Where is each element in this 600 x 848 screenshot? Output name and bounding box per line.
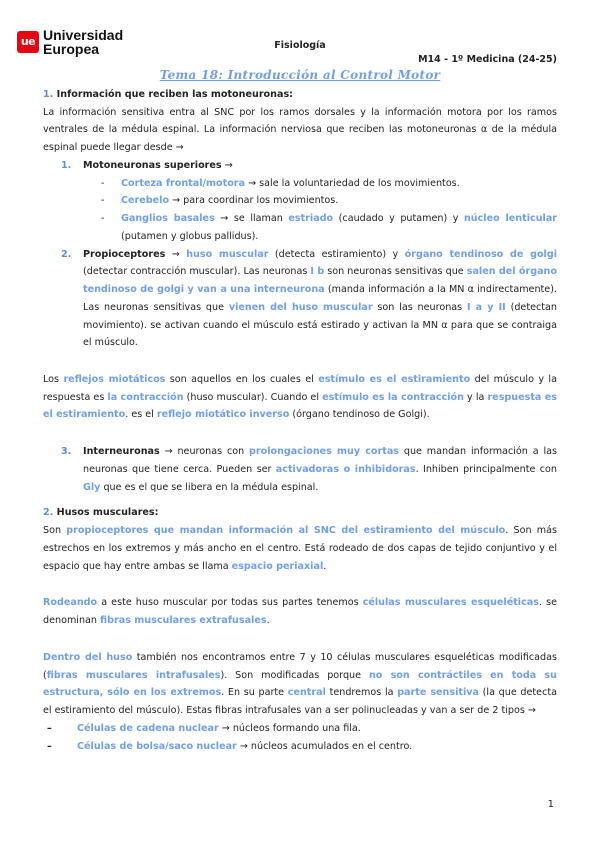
- reflex-paragraph: Los reflejos miotáticos son aquellos en los cuales el estímulo es el estiramiento del músculo y la respuesta es la contracción (huso muscular). Cuando el estímulo es la contracción y la respuesta es el estiramiento. es el reflejo miotático inverso (órgano tendinoso de Golgi).: [43, 374, 557, 421]
- sub-item-corteza: - Corteza frontal/motora → sale la voluntariedad de los movimientos.: [101, 177, 460, 189]
- dash-item-bolsa: – Células de bolsa/saco nuclear → núcleos acumulados en el centro.: [47, 740, 413, 752]
- section-1-intro: La información sensitiva entra al SNC por los ramos dorsales y la información motora por los ramos ventrales de la médula espinal. La información nerviosa que reciben las motoneuronas α de la médula espinal puede llegar desde →: [43, 106, 557, 154]
- list-item-interneuronas: 3. Interneuronas → neuronas con prolongaciones muy cortas que mandan información a las neuronas que tiene cerca. Pueden ser activadoras o inhibidoras. Inhiben principalmente con Gly que es el que se libera en la médula espinal.: [61, 446, 557, 493]
- logo-line-1: Universidad: [43, 27, 124, 43]
- document-body: [43, 86, 557, 755]
- course-header: M14 - 1º Medicina (24-25): [418, 54, 557, 65]
- section-2-heading: 2. Husos musculares:: [43, 507, 159, 519]
- logo-mark: ue: [17, 31, 39, 53]
- sub-item-ganglios: - Ganglios basales → se llaman estriado (caudado y putamen) y núcleo lenticular (putamen y globus pallidus).: [101, 213, 558, 242]
- document-title: Tema 18: Introducción al Control Motor: [159, 68, 441, 82]
- section-2-paragraph-2: Rodeando a este huso muscular por todas sus partes tenemos células musculares esqueléticas. se denominan fibras musculares extrafusales.: [43, 597, 557, 627]
- subject-header: Fisiología: [274, 40, 326, 51]
- page-number: 1: [547, 799, 554, 810]
- dash-item-cadena: – Células de cadena nuclear → núcleos formando una fila.: [47, 722, 361, 734]
- section-1-heading: 1. Información que reciben las motoneuronas:: [43, 89, 293, 100]
- section-2-paragraph-1: Son propioceptores que mandan información al SNC del estiramiento del músculo. Son más estrechos en los extremos y más ancho en el centro. Está rodeado de dos capas de tejido conjuntivo y el espacio que hay entre ambas se llama espacio periaxial.: [43, 525, 558, 572]
- section-2-paragraph-3: Dentro del huso también nos encontramos entre 7 y 10 células musculares esqueléticas modificadas (fibras musculares intrafusales). Son modificadas porque no son contráctiles en toda su estructura, sólo en los extremos. En su parte central tendremos la parte sensitiva (la que detecta el estiramiento del músculo). Estas fibras intrafusales van a ser polinucleadas y van a ser de 2 tipos →: [43, 651, 558, 717]
- list-item-motoneuronas: 1. Motoneuronas superiores →: [61, 159, 233, 171]
- sub-item-cerebelo: - Cerebelo → para coordinar los movimientos.: [101, 195, 339, 207]
- list-item-propioceptores: 2. Propioceptores → huso muscular (detecta estiramiento) y órgano tendinoso de golgi (detectar contracción muscular). Las neuronas I b son neuronas sensitivas que salen del órgano tendinoso de golgi y van a una interneurona (manda información a la MN α indirectamente). Las neuronas sensitivas que vienen del huso muscular son las neuronas I a y II (detectan movimiento). se activan cuando el músculo está estirado y activan la MN α para que se contraiga el músculo.: [61, 248, 557, 349]
- logo-line-2: Europea: [43, 41, 100, 57]
